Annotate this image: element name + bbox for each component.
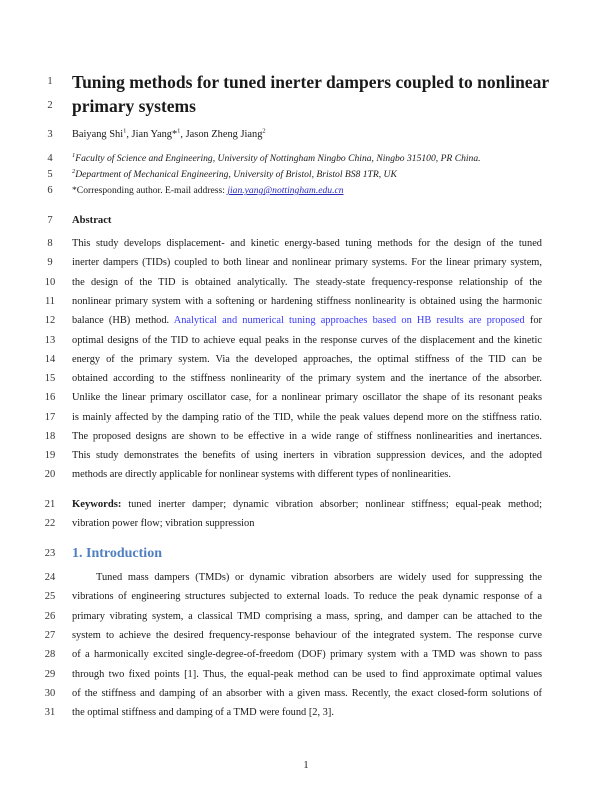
keywords-line: vibration power flow; vibration suppression bbox=[72, 518, 255, 529]
author-separator: , bbox=[126, 129, 132, 140]
author-affil-sup: 1 bbox=[177, 127, 181, 135]
line-number: 20 bbox=[44, 469, 56, 480]
keywords-label: Keywords: bbox=[72, 499, 122, 510]
author-separator: , bbox=[180, 129, 186, 140]
abstract-line: the design of the TID is obtained analytically. The steady-state frequency-response relationship of the bbox=[72, 277, 542, 288]
abstract-line: The proposed designs are shown to be effective in a wide range of stiffness nonlinearities and inertances. bbox=[72, 431, 542, 442]
intro-line: the optimal stiffness and damping of a TMD were found [2, 3]. bbox=[72, 707, 334, 718]
line-number: 16 bbox=[44, 392, 56, 403]
line-number: 10 bbox=[44, 277, 56, 288]
author-name: Baiyang Shi bbox=[72, 129, 124, 140]
line-number: 2 bbox=[47, 100, 53, 111]
author-affil-sup: 1 bbox=[123, 127, 127, 135]
abstract-line: nonlinear primary system with a softening or hardening stiffness nonlinearity is obtained using the harmonic bbox=[72, 296, 542, 307]
intro-line: system to achieve the desired frequency-response behaviour of the integrated system. The response curve bbox=[72, 630, 542, 641]
line-number: 3 bbox=[47, 129, 53, 140]
line-number: 11 bbox=[44, 296, 56, 307]
affiliation-1 bbox=[72, 152, 542, 166]
intro-line: primary vibrating system, a classical TMD comprising a mass, spring, and damper can be attached to the bbox=[72, 611, 542, 622]
line-number: 26 bbox=[44, 611, 56, 622]
highlighted-text: Analytical and numerical tuning approaches based on HB results are proposed bbox=[173, 315, 525, 326]
corresponding-author bbox=[72, 184, 542, 198]
keywords-line bbox=[72, 498, 542, 512]
abstract-line bbox=[72, 314, 542, 328]
abstract-line: is mainly affected by the damping ratio of the TID, while the peak values depend more on the stiffness ratio. bbox=[72, 412, 542, 423]
affiliation-text: Department of Mechanical Engineering, University of Bristol, Bristol BS8 1TR, UK bbox=[75, 169, 397, 180]
line-number: 4 bbox=[47, 153, 53, 164]
line-number: 12 bbox=[44, 315, 56, 326]
affiliation-sup: 2 bbox=[72, 167, 76, 175]
intro-line: of a harmonically excited single-degree-of-freedom (DOF) primary system with a TMD was shown to pass bbox=[72, 649, 542, 660]
line-number: 13 bbox=[44, 335, 56, 346]
line-number: 23 bbox=[44, 548, 56, 559]
introduction-heading: 1. Introduction bbox=[72, 546, 162, 561]
abstract-line: methods are directly applicable for nonlinear systems with different types of nonlinearities. bbox=[72, 469, 451, 480]
abstract-line: inerter dampers (TIDs) coupled to both linear and nonlinear primary systems. For the linear primary system, bbox=[72, 257, 542, 268]
line-number: 7 bbox=[47, 215, 53, 226]
line-number: 21 bbox=[44, 499, 56, 510]
abstract-line: obtained according to the stiffness nonlinearity of the primary system and the inertance of the absorber. bbox=[72, 373, 542, 384]
line-number: 6 bbox=[47, 185, 53, 196]
line-number: 8 bbox=[47, 238, 53, 249]
affiliation-text: Faculty of Science and Engineering, University of Nottingham Ningbo China, Ningbo 315100, PR China. bbox=[75, 153, 481, 164]
intro-line: of the stiffness and damping of an absorber with a given mass. Recently, the exact closed-form solutions of bbox=[72, 688, 542, 699]
line-number: 1 bbox=[47, 76, 53, 87]
intro-line: vibrations of engineering structures subjected to external loads. To reduce the peak dynamic response of a bbox=[72, 591, 542, 602]
author-affil-sup: 2 bbox=[262, 127, 266, 135]
email-link[interactable]: jian.yang@nottingham.edu.cn bbox=[227, 185, 344, 196]
line-number: 17 bbox=[44, 412, 56, 423]
line-number: 29 bbox=[44, 669, 56, 680]
paper-title-line-2: primary systems bbox=[72, 96, 196, 116]
line-number: 25 bbox=[44, 591, 56, 602]
line-number: 30 bbox=[44, 688, 56, 699]
intro-line: through two fixed points [1]. Thus, the equal-peak method can be used to find approximate optimal values bbox=[72, 669, 542, 680]
line-number: 24 bbox=[44, 572, 56, 583]
abstract-text: balance (HB) method. bbox=[72, 315, 174, 326]
line-number: 28 bbox=[44, 649, 56, 660]
abstract-line: This study demonstrates the benefits of using inerters in vibration suppression devices, and the adopted bbox=[72, 450, 542, 461]
abstract-text: for bbox=[524, 315, 542, 326]
paper-title-line-1: Tuning methods for tuned inerter dampers coupled to nonlinear bbox=[72, 72, 550, 92]
line-number: 9 bbox=[47, 257, 53, 268]
corresponding-prefix: *Corresponding author. E-mail address: bbox=[72, 185, 228, 196]
abstract-line: energy of the primary system. Via the developed approaches, the optimal stiffness of the TID can be bbox=[72, 354, 542, 365]
author-name: Jason Zheng Jiang bbox=[185, 129, 263, 140]
line-number: 5 bbox=[47, 169, 53, 180]
line-number: 15 bbox=[44, 373, 56, 384]
line-number: 19 bbox=[44, 450, 56, 461]
intro-line: Tuned mass dampers (TMDs) or dynamic vibration absorbers are widely used for suppressing the bbox=[96, 572, 542, 583]
author-list bbox=[72, 128, 542, 142]
abstract-heading: Abstract bbox=[72, 215, 112, 226]
affiliation-2 bbox=[72, 168, 542, 182]
line-number: 31 bbox=[44, 707, 56, 718]
line-number: 18 bbox=[44, 431, 56, 442]
abstract-line: Unlike the linear primary oscillator case, for a nonlinear primary oscillator the shape of its resonant peaks bbox=[72, 392, 542, 403]
affiliation-sup: 1 bbox=[72, 151, 76, 159]
abstract-line: optimal designs of the TID to achieve equal peaks in the response curves of the displacement and the kinetic bbox=[72, 335, 542, 346]
author-name: Jian Yang* bbox=[131, 129, 178, 140]
keywords-text: tuned inerter damper; dynamic vibration absorber; nonlinear stiffness; equal-peak method; bbox=[121, 499, 542, 510]
line-number: 27 bbox=[44, 630, 56, 641]
page-number: 1 bbox=[303, 760, 309, 771]
line-number: 22 bbox=[44, 518, 56, 529]
line-number: 14 bbox=[44, 354, 56, 365]
abstract-line: This study develops displacement- and kinetic energy-based tuning methods for the design of the tuned bbox=[72, 238, 542, 249]
